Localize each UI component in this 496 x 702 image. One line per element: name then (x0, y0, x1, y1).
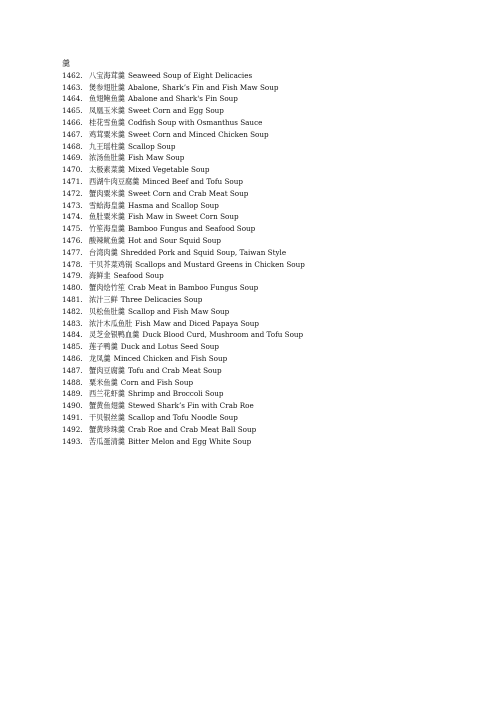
menu-entry (62, 365, 482, 377)
entry-english-name: Duck and Lotus Seed Soup (120, 342, 220, 352)
entry-number: 1476. (62, 235, 83, 245)
entry-number: 1468. (62, 141, 83, 151)
entry-chinese-name: 海鲜韭 (89, 271, 111, 281)
menu-entry (62, 294, 482, 306)
entry-number: 1486. (62, 353, 83, 363)
entry-number: 1466. (62, 117, 83, 127)
entry-english-name: Fish Maw and Diced Papaya Soup (135, 318, 259, 328)
menu-entry (62, 200, 482, 212)
entry-chinese-name: 雪蛤海皇羹 (89, 200, 125, 210)
entry-number: 1463. (62, 82, 83, 92)
entry-english-name: Fish Maw in Sweet Corn Soup (127, 212, 239, 222)
entry-english-name: Duck Blood Curd, Mushroom and Tofu Soup (142, 330, 304, 340)
menu-entry (62, 377, 482, 389)
entry-chinese-name: 粟米鱼羹 (89, 377, 118, 387)
entry-english-name: Hot and Sour Squid Soup (127, 235, 221, 245)
entry-number: 1470. (62, 165, 83, 175)
entry-english-name: Minced Beef and Tofu Soup (142, 176, 243, 186)
entry-number: 1471. (62, 176, 83, 186)
entry-chinese-name: 酸辣鱿鱼羹 (89, 235, 125, 245)
entry-number: 1485. (62, 342, 83, 352)
menu-entry (62, 400, 482, 412)
menu-entry-list (62, 70, 482, 448)
entry-chinese-name: 鱼翅鲍鱼羹 (89, 94, 125, 104)
entry-number: 1465. (62, 106, 83, 116)
menu-entry (62, 176, 482, 188)
menu-entry (62, 188, 482, 200)
menu-entry (62, 318, 482, 330)
entry-english-name: Bitter Melon and Egg White Soup (127, 436, 252, 446)
entry-chinese-name: 太极素菜羹 (89, 165, 125, 175)
menu-entry (62, 270, 482, 282)
entry-number: 1477. (62, 247, 83, 257)
entry-chinese-name: 台湾肉羹 (89, 247, 118, 257)
entry-chinese-name: 鱼肚粟米羹 (89, 212, 125, 222)
entry-chinese-name: 干贝芥菜鸡锅 (89, 259, 133, 269)
entry-english-name: Stewed Shark’s Fin with Crab Roe (127, 401, 254, 411)
menu-entry (62, 211, 482, 223)
entry-english-name: Bamboo Fungus and Seafood Soup (127, 224, 256, 234)
entry-english-name: Corn and Fish Soup (120, 377, 194, 387)
menu-entry (62, 341, 482, 353)
menu-entry (62, 152, 482, 164)
menu-entry (62, 259, 482, 271)
entry-number: 1479. (62, 271, 83, 281)
menu-entry (62, 117, 482, 129)
entry-chinese-name: 蟹肉豆腐羹 (89, 365, 125, 375)
entry-english-name: Scallop Soup (127, 141, 176, 151)
entry-chinese-name: 浓汁木瓜鱼肚 (89, 318, 133, 328)
entry-chinese-name: 八宝海茸羹 (89, 70, 125, 80)
entry-english-name: Hasma and Scallop Soup (127, 200, 219, 210)
menu-entry (62, 93, 482, 105)
entry-chinese-name: 浓汤鱼肚羹 (89, 153, 125, 163)
entry-chinese-name: 桂花雪鱼羹 (89, 117, 125, 127)
entry-english-name: Scallop and Tofu Noodle Soup (127, 412, 238, 422)
entry-number: 1481. (62, 294, 83, 304)
entry-chinese-name: 浓汁三鲜 (89, 294, 118, 304)
menu-entry (62, 164, 482, 176)
entry-chinese-name: 灵芝金银鸭血羹 (89, 330, 140, 340)
entry-chinese-name: 鸡茸粟米羹 (89, 129, 125, 139)
entry-english-name: Codfish Soup with Osmanthus Sauce (127, 117, 263, 127)
entry-number: 1462. (62, 70, 83, 80)
entry-english-name: Mixed Vegetable Soup (127, 165, 210, 175)
entry-english-name: Sweet Corn and Minced Chicken Soup (127, 129, 269, 139)
entry-number: 1464. (62, 94, 83, 104)
entry-number: 1480. (62, 283, 83, 293)
entry-number: 1469. (62, 153, 83, 163)
entry-number: 1467. (62, 129, 83, 139)
entry-chinese-name: 竹笙海皇羹 (89, 224, 125, 234)
entry-english-name: Sweet Corn and Crab Meat Soup (127, 188, 249, 198)
menu-entry (62, 82, 482, 94)
entry-english-name: Crab Meat in Bamboo Fungus Soup (127, 283, 259, 293)
entry-english-name: Fish Maw Soup (127, 153, 185, 163)
entry-english-name: Abalone and Shark's Fin Soup (127, 94, 238, 104)
entry-number: 1484. (62, 330, 83, 340)
entry-english-name: Seaweed Soup of Eight Delicacies (127, 70, 253, 80)
entry-english-name: Tofu and Crab Meat Soup (127, 365, 222, 375)
entry-chinese-name: 蟹肉粟米羹 (89, 188, 125, 198)
entry-chinese-name: 苦瓜蛋清羹 (89, 436, 125, 446)
entry-number: 1473. (62, 200, 83, 210)
entry-english-name: Minced Chicken and Fish Soup (113, 353, 228, 363)
document-page (62, 58, 482, 447)
entry-number: 1482. (62, 306, 83, 316)
entry-chinese-name: 九王瑶柱羹 (89, 141, 125, 151)
entry-english-name: Scallops and Mustard Greens in Chicken Soup (135, 259, 305, 269)
entry-chinese-name: 龙凤羹 (89, 353, 111, 363)
entry-english-name: Seafood Soup (113, 271, 164, 281)
entry-number: 1474. (62, 212, 83, 222)
entry-number: 1491. (62, 412, 83, 422)
entry-number: 1493. (62, 436, 83, 446)
entry-chinese-name: 西兰花虾羹 (89, 389, 125, 399)
menu-entry (62, 329, 482, 341)
menu-entry (62, 235, 482, 247)
entry-number: 1489. (62, 389, 83, 399)
menu-entry (62, 353, 482, 365)
menu-entry (62, 105, 482, 117)
entry-chinese-name: 西湖牛肉豆腐羹 (89, 176, 140, 186)
menu-entry (62, 424, 482, 436)
menu-entry (62, 223, 482, 235)
entry-number: 1488. (62, 377, 83, 387)
menu-entry (62, 388, 482, 400)
entry-number: 1487. (62, 365, 83, 375)
menu-entry (62, 70, 482, 82)
entry-chinese-name: 蟹肉烩竹笙 (89, 283, 125, 293)
entry-chinese-name: 煲参翅肚羹 (89, 82, 125, 92)
entry-number: 1475. (62, 224, 83, 234)
entry-number: 1490. (62, 401, 83, 411)
entry-chinese-name: 莲子鸭羹 (89, 342, 118, 352)
menu-entry (62, 247, 482, 259)
entry-english-name: Shrimp and Broccoli Soup (127, 389, 224, 399)
entry-english-name: Abalone, Shark’s Fin and Fish Maw Soup (127, 82, 279, 92)
entry-english-name: Scallop and Fish Maw Soup (127, 306, 230, 316)
entry-number: 1478. (62, 259, 83, 269)
section-heading: 羹 (62, 59, 70, 68)
menu-entry (62, 129, 482, 141)
entry-english-name: Sweet Corn and Egg Soup (127, 106, 224, 116)
entry-chinese-name: 干贝银丝羹 (89, 412, 125, 422)
entry-number: 1483. (62, 318, 83, 328)
menu-entry (62, 306, 482, 318)
entry-english-name: Crab Roe and Crab Meat Ball Soup (127, 424, 257, 434)
entry-english-name: Three Delicacies Soup (120, 294, 203, 304)
menu-entry (62, 282, 482, 294)
menu-entry (62, 412, 482, 424)
entry-chinese-name: 贝松鱼肚羹 (89, 306, 125, 316)
entry-chinese-name: 蟹黄鱼翅羹 (89, 401, 125, 411)
menu-entry (62, 436, 482, 448)
entry-number: 1492. (62, 424, 83, 434)
entry-english-name: Shredded Pork and Squid Soup, Taiwan Style (120, 247, 287, 257)
entry-chinese-name: 蟹黄珍珠羹 (89, 424, 125, 434)
entry-chinese-name: 凤凰玉米羹 (89, 106, 125, 116)
entry-number: 1472. (62, 188, 83, 198)
menu-entry (62, 141, 482, 153)
